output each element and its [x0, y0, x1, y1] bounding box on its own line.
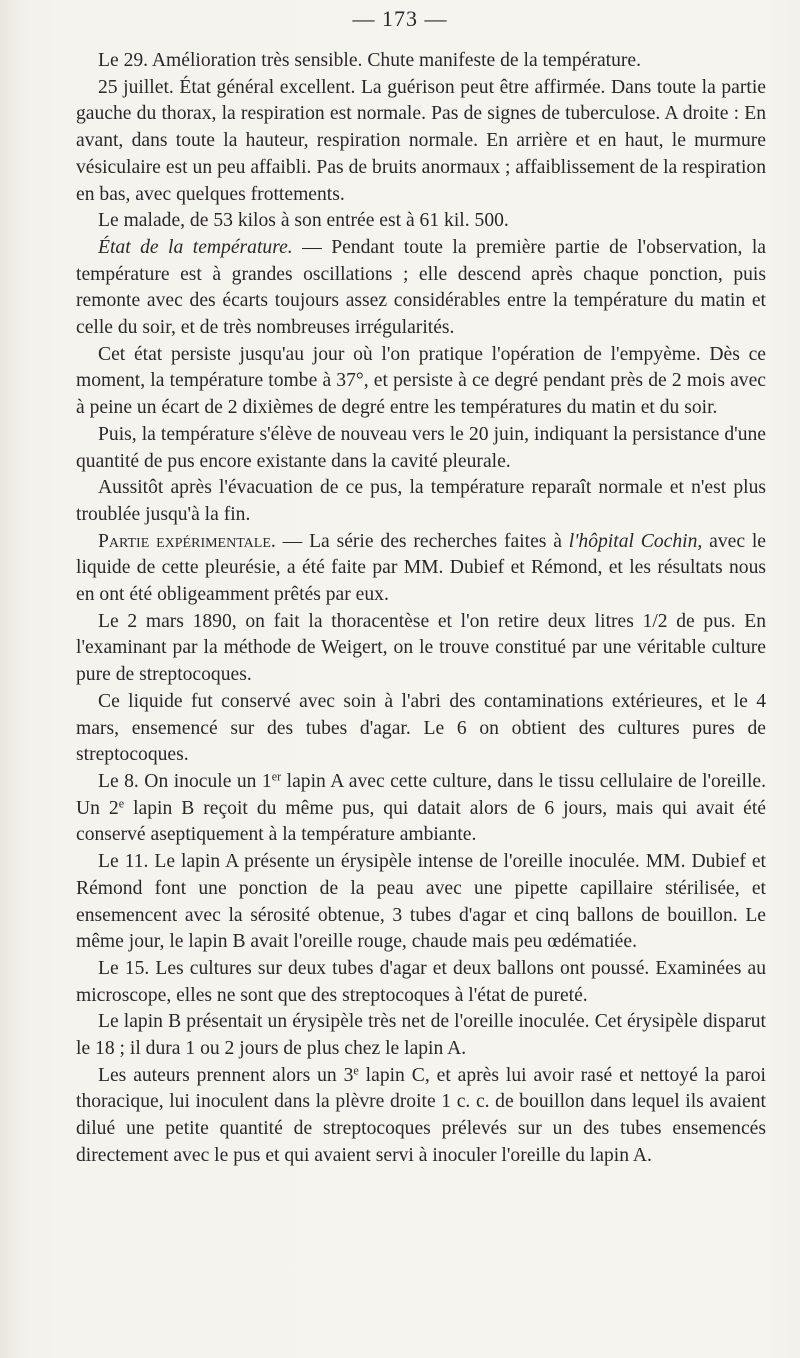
paragraph: Le malade, de 53 kilos à son entrée est à 61 kil. 500.	[98, 210, 509, 232]
hospital-name: l'hôpital Cochin,	[568, 530, 703, 552]
paragraph-text: avec le liquide de cette pleurésie, a été faite par MM. Dubief et Rémond, et les résultats nous en ont été obligeamment prêtés par eux.	[76, 530, 766, 606]
page-body	[76, 48, 766, 1170]
paragraph-text: — La série des recherches faites à	[275, 530, 569, 552]
paragraph	[76, 235, 766, 342]
paragraph: Puis, la température s'élève de nouveau vers le 20 juin, indiquant la persistance d'une quantité de pus encore existante dans la cavité pleurale.	[76, 423, 766, 472]
superscript: e	[118, 796, 125, 811]
paragraph: Le 15. Les cultures sur deux tubes d'agar et deux ballons ont poussé. Examinées au microscope, elles ne sont que des streptocoques à l'état de pureté.	[76, 957, 766, 1006]
paragraph-text: Le 8. On inocule un 1	[98, 770, 272, 792]
paragraph: Le 2 mars 1890, on fait la thoracentèse et l'on retire deux litres 1/2 de pus. En l'examinant par la méthode de Weigert, on le trouve constitué par une véritable culture pure de streptocoques.	[76, 610, 766, 686]
paragraph: Le 11. Le lapin A présente un érysipèle intense de l'oreille inoculée. MM. Dubief et Rémond font une ponction de la peau avec une pipette capillaire stérilisée, et ensemencent avec la sérosité obtenue, 3 tubes d'agar et cinq ballons de bouillon. Le même jour, le lapin B avait l'oreille rouge, chaude mais peu œdématiée.	[76, 851, 766, 953]
section-heading-temperature: État de la température.	[98, 236, 293, 258]
paragraph-text: lapin A avec cette culture, dans le tissu cellulaire de l'oreille. Un 2	[76, 770, 766, 819]
superscript: e	[353, 1063, 359, 1078]
paragraph: 25 juillet. État général excellent. La guérison peut être affirmée. Dans toute la partie gauche du thorax, la respiration est normale. Pas de signes de tuberculose. A droite : En avant, dans toute la hauteur, respiration normale. En arrière et en haut, le murmure vésiculaire est un peu affaibli. Pas de bruits anormaux ; affaiblissement de la respiration en bas, avec quelques frottements.	[76, 76, 766, 205]
superscript: er	[271, 769, 282, 784]
paragraph: Ce liquide fut conservé avec soin à l'abri des contaminations extérieures, et le 4 mars, ensemencé sur des tubes d'agar. Le 6 on obtient des cultures pures de streptocoques.	[76, 690, 766, 766]
paragraph: Aussitôt après l'évacuation de ce pus, la température reparaît normale et n'est plus troublée jusqu'à la fin.	[76, 477, 766, 525]
paragraph: Le lapin B présentait un érysipèle très net de l'oreille inoculée. Cet érysipèle disparut le 18 ; il dura 1 ou 2 jours de plus chez le lapin A.	[76, 1011, 766, 1060]
section-heading-experimental: Partie expérimentale.	[98, 530, 276, 552]
page-number: — 173 —	[352, 6, 448, 31]
paragraph-text: Les auteurs prennent alors un 3	[98, 1064, 354, 1086]
paragraph: Cet état persiste jusqu'au jour où l'on pratique l'opération de l'empyème. Dès ce moment, la température tombe à 37°, et persiste à ce degré pendant près de 2 mois avec à peine un écart de 2 dixièmes de degré entre les températures du matin et du soir.	[76, 343, 766, 419]
paragraph	[76, 1063, 766, 1170]
paragraph	[76, 529, 766, 609]
paragraph-text: lapin C, et après lui avoir rasé et nettoyé la paroi thoracique, lui inoculent dans la plèvre droite 1 c. c. de bouillon dans lequel ils avaient dilué une petite quantité de streptocoques prélevés sur un des tubes ensemencés directement avec le pus et qui avaient servi à inoculer l'oreille du lapin A.	[76, 1064, 766, 1166]
paragraph-text: lapin B reçoit du même pus, qui datait alors de 6 jours, mais qui avait été conservé aseptiquement à la température ambiante.	[76, 797, 766, 846]
paragraph: Le 29. Amélioration très sensible. Chute manifeste de la température.	[98, 50, 642, 71]
paragraph-text: — Pendant toute la première partie de l'observation, la température est à grandes oscillations ; elle descend après chaque ponction, puis remonte avec des écarts toujours assez considérables entre la température du matin et celle du soir, et de très nombreuses irrégularités.	[76, 236, 766, 339]
paragraph	[76, 769, 766, 849]
